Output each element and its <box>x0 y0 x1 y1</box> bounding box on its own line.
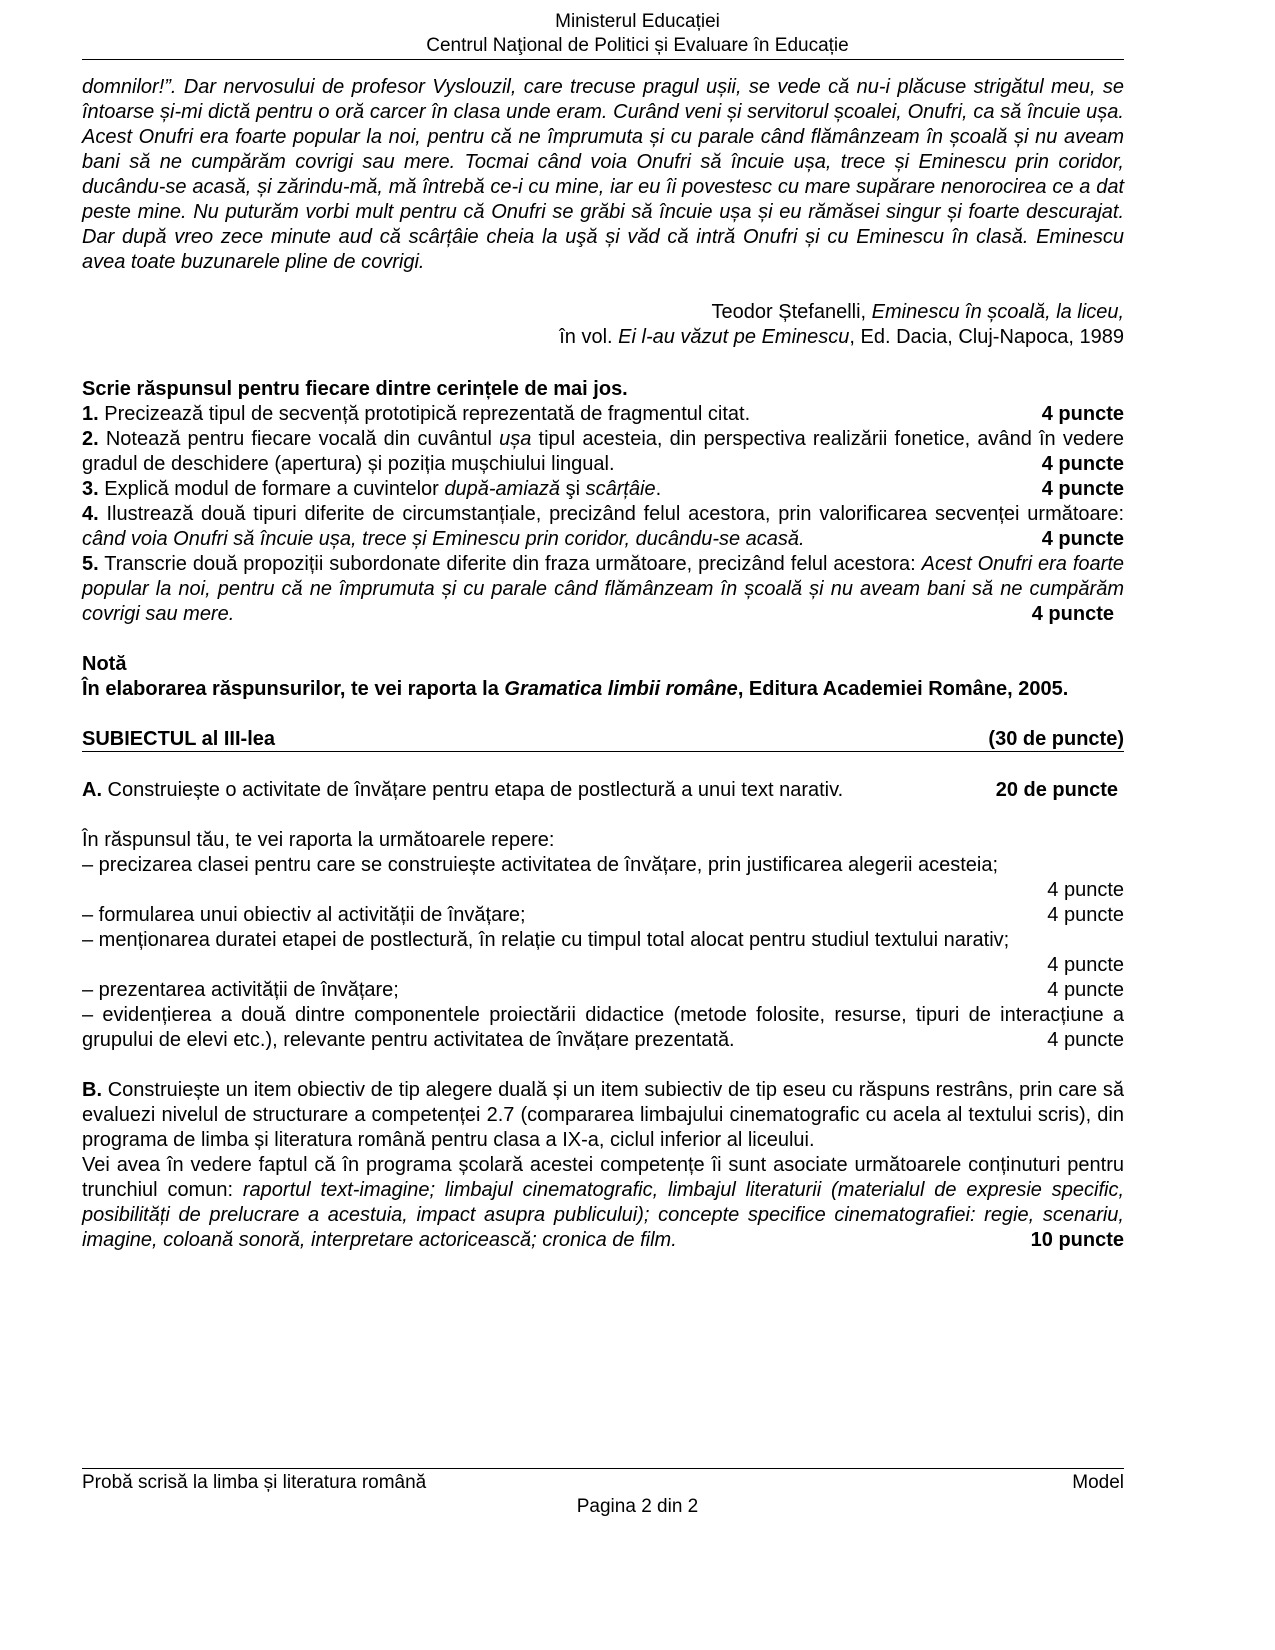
question-quote: Acest Onufri era foarte popular la noi, pentru că ne împrumuta și cu parale când flămânzeam în școală și nu aveam bani să ne cumpărăm covrigi sau mere. <box>82 553 1125 625</box>
question-number: 5. <box>82 553 99 575</box>
footer-subject: Probă scrisă la limba și literatura română <box>82 1472 427 1493</box>
criterion-points: 4 puncte <box>1047 954 1124 976</box>
question-text: tipul acesteia, din perspectiva realizării fonetice, având în vedere gradul de deschidere (apertura) și poziția mușchiului lingual. <box>82 428 1124 475</box>
question-text: . <box>655 478 662 500</box>
passage-text: domnilor!”. Dar nervosului de profesor Vyslouzil, care trecuse pragul ușii, se vede că nu-i plăcuse strigătul meu, se întoarse și-mi dictă pentru o oră carcer în clasa unde eram. Curând veni și servitorul școalei, Onufri, ca să încuie ușa. Acest Onufri era foarte popular la noi, pentru că ne împrumuta și cu parale când flămânzeam în școală și nu aveam bani să ne cumpărăm covrigi sau mere. Tocmai când voia Onufri să încuie ușa, trece și Eminescu prin coridor, ducându-se acasă, și zărindu-mă, mă întrebă ce-i cu mine, iar eu îi povestesc cu mare supărare nenorocirea ce a dat peste mine. Nu puturăm vorbi mult pentru că Onufri se grăbi să încuie ușa și eu rămăsei singur și foarte descurajat. Dar după vreo zece minute aud că scârțâie cheia la uşă și văd că intră Onufri și cu Eminescu în clasă. Eminescu avea toate buzunarele pline de covrigi. <box>82 76 1124 273</box>
question-points: 4 puncte <box>1036 402 1124 427</box>
question-text: Ilustrează două tipuri diferite de circumstanțiale, precizând felul acestora, prin valorificarea secvenței următoare: <box>98 503 1124 525</box>
criterion-points: 4 puncte <box>1041 1028 1124 1053</box>
subject-title: SUBIECTUL al III-lea <box>82 728 276 750</box>
note-post: , Editura Academiei Române, 2005. <box>737 678 1069 700</box>
question-points: 4 puncte <box>1036 527 1124 552</box>
question-quote: când voia Onufri să încuie ușa, trece și Eminescu prin coridor, ducându-se acasă. <box>82 528 805 550</box>
criterion-text: – prezentarea activității de învățare; <box>82 979 399 1001</box>
criteria-intro: În răspunsul tău, te vei raporta la următoarele repere: <box>82 829 555 851</box>
question-number: 3. <box>82 478 99 500</box>
part-points: 10 puncte <box>1025 1228 1124 1253</box>
question-text: Transcrie două propoziții subordonate diferite din fraza următoare, precizând felul acestora: <box>98 553 922 575</box>
question-word: după-amiază <box>444 478 561 500</box>
part-text: Vei avea în vedere faptul că în programa școlară acestei competențe îi sunt asociate următoarele conținuturi pentru trunchiul comun: <box>82 1154 1124 1201</box>
ministry-name: Ministerul Educației <box>555 11 720 32</box>
header-divider <box>82 59 1124 60</box>
question-3 <box>82 477 1124 502</box>
criterion-text: – formularea unui obiectiv al activității de învățare; <box>82 904 526 926</box>
footer-divider <box>82 1468 1124 1469</box>
part-b <box>82 1078 1124 1153</box>
question-points: 4 puncte <box>1036 477 1124 502</box>
page-number: Pagina 2 din 2 <box>576 1496 699 1517</box>
page-footer <box>82 1470 1124 1495</box>
question-number: 4. <box>82 503 99 525</box>
criterion-1 <box>82 853 1124 903</box>
question-number: 2. <box>82 428 99 450</box>
question-4 <box>82 502 1124 552</box>
criterion-4 <box>82 978 1124 1003</box>
note-book: Gramatica limbii române <box>504 678 738 700</box>
note-title: Notă <box>82 653 127 675</box>
question-text: Notează pentru fiecare vocală din cuvântul <box>98 428 500 450</box>
part-contents: raportul text-imagine; limbajul cinematografic, limbajul literaturii (materialul de expresie specific, posibilități de prelucrare a acestuia, impact asupra publicului); concepte specifice cinematografiei: regie, scenariu, imagine, coloană sonoră, interpretare actoricească; cronica de film. <box>82 1179 1125 1251</box>
citation-vol-prefix: în vol. <box>559 326 619 348</box>
criterion-5 <box>82 1003 1124 1053</box>
question-text: Precizează tipul de secvență prototipică reprezentată de fragmentul citat. <box>98 403 751 425</box>
question-text: Explică modul de formare a cuvintelor <box>98 478 445 500</box>
question-text: şi <box>560 478 586 500</box>
question-points: 4 puncte <box>1036 452 1124 477</box>
page-content <box>82 62 1124 1253</box>
footer-model: Model <box>1072 1472 1124 1493</box>
part-text: Construiește o activitate de învățare pentru etapa de postlectură a unui text narativ. <box>102 779 844 801</box>
criterion-2 <box>82 903 1124 928</box>
criterion-points: 4 puncte <box>1041 978 1124 1003</box>
page-header <box>0 10 1275 58</box>
question-2 <box>82 427 1124 477</box>
criterion-text: – evidențierea a două dintre componentele proiectării didactice (metode folosite, resurse, tipuri de interacțiune a grupului de elevi etc.), relevante pentru activitatea de învățare prezentată. <box>82 1004 1124 1051</box>
question-points: 4 puncte <box>1026 602 1114 627</box>
question-word: ușa <box>499 428 532 450</box>
question-1 <box>82 402 1124 427</box>
instruction: Scrie răspunsul pentru fiecare dintre cerințele de mai jos. <box>82 378 628 400</box>
note-pre: În elaborarea răspunsurilor, te vei raporta la <box>82 678 505 700</box>
center-name: Centrul Naţional de Politici și Evaluare în Educație <box>426 35 849 56</box>
question-number: 1. <box>82 403 99 425</box>
criterion-3 <box>82 928 1124 978</box>
part-label: B. <box>82 1079 102 1101</box>
citation <box>82 300 1124 350</box>
citation-work: Eminescu în școală, la liceu, <box>871 301 1124 323</box>
subject-3-heading <box>82 728 1124 752</box>
criterion-text: – menționarea duratei etapei de postlectură, în relație cu timpul total alocat pentru studiul textului narativ; <box>82 929 1010 951</box>
citation-author: Teodor Ștefanelli, <box>711 301 872 323</box>
criterion-points: 4 puncte <box>1041 903 1124 928</box>
question-word: scârțâie <box>585 478 656 500</box>
citation-volume: Ei l-au văzut pe Eminescu <box>618 326 850 348</box>
criterion-text: – precizarea clasei pentru care se construiește activitatea de învățare, prin justificarea alegerii acesteia; <box>82 854 999 876</box>
question-5 <box>82 552 1124 627</box>
criterion-points: 4 puncte <box>1047 879 1124 901</box>
part-points: 20 de puncte <box>990 778 1118 803</box>
subject-points: (30 de puncte) <box>988 728 1124 750</box>
part-text: Construiește un item obiectiv de tip alegere duală și un item subiectiv de tip eseu cu răspuns restrâns, prin care să evaluezi nivelul de structurare a competenței 2.7 (compararea limbajului cinematografic cu acela al textului scris), din programa de limba și literatura română pentru clasa a IX-a, ciclul inferior al liceului. <box>82 1079 1124 1151</box>
part-a <box>82 778 1124 803</box>
part-label: A. <box>82 779 102 801</box>
note-text <box>82 677 1124 702</box>
part-b-contents <box>82 1153 1124 1253</box>
citation-publisher: , Ed. Dacia, Cluj-Napoca, 1989 <box>849 326 1124 348</box>
